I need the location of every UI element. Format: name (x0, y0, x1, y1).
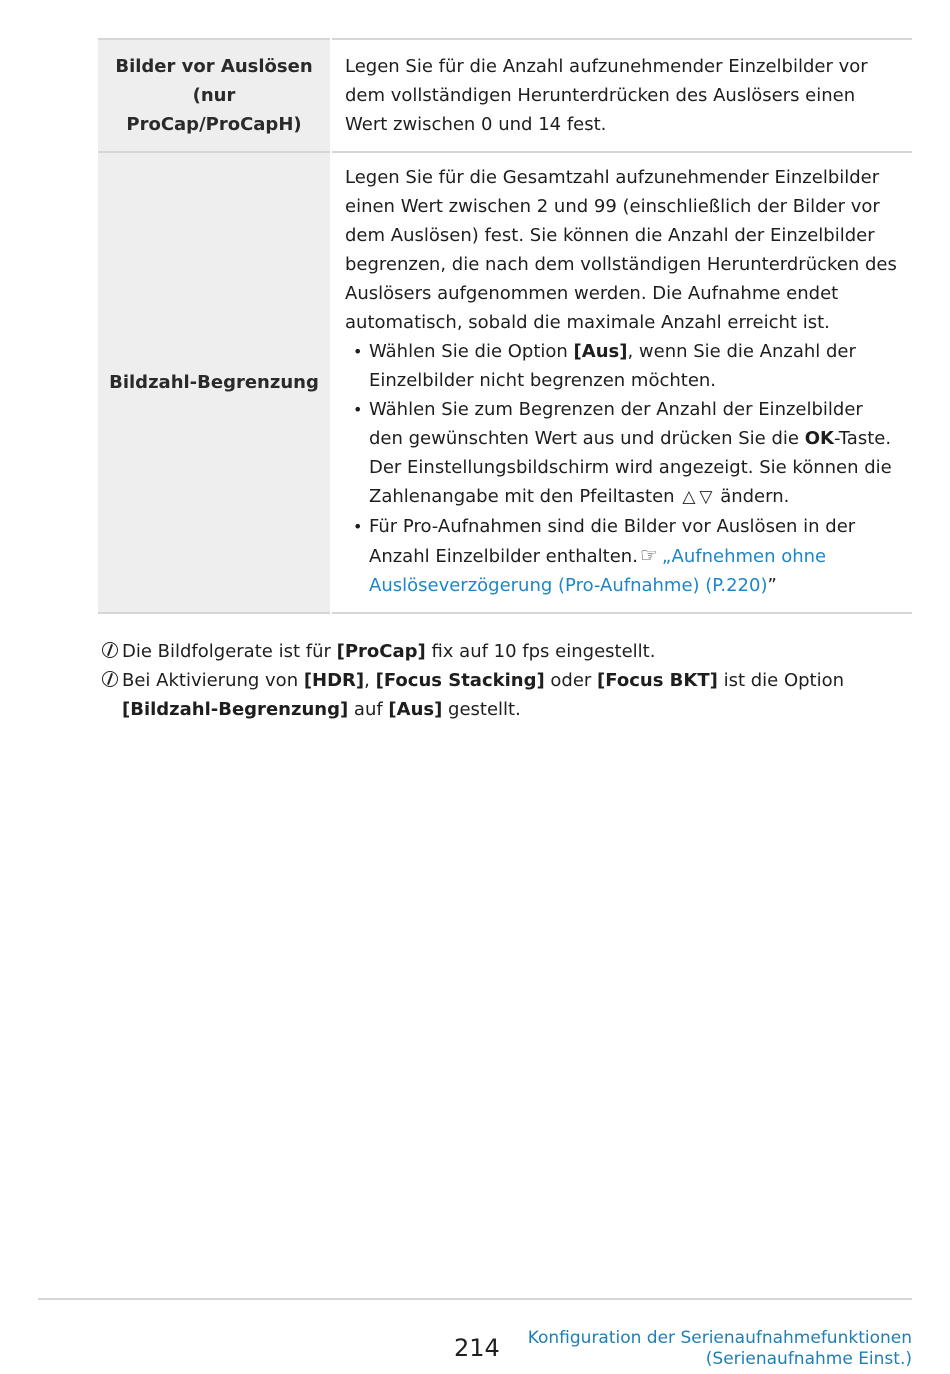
row-label-line1: Bilder vor Auslösen (115, 56, 313, 77)
note-bold-term: [Aus] (388, 699, 443, 720)
table-row (98, 152, 912, 613)
table-row-label (98, 152, 331, 613)
note-bold-term: [Focus Stacking] (375, 670, 545, 691)
page-number: 214 (454, 1334, 500, 1362)
arrow-down-icon: ▽ (699, 487, 713, 507)
bullet-text: Wählen Sie die Option (369, 341, 574, 362)
table-row-label (98, 39, 331, 152)
note-bold-term: [Focus BKT] (597, 670, 718, 691)
footer-section-title[interactable] (528, 1328, 912, 1370)
note-text: auf (348, 699, 389, 720)
bullet-text: ” (767, 575, 777, 596)
note-item (100, 637, 890, 666)
notes-section (100, 637, 890, 724)
ok-button-label: OK (804, 428, 834, 449)
note-bold-term: [Bildzahl-Begrenzung] (122, 699, 349, 720)
reference-hand-icon: ☞ (639, 543, 658, 567)
bullet-item (345, 512, 898, 600)
note-item (100, 666, 890, 724)
arrow-up-icon: △ (682, 487, 696, 507)
bullet-text: -Taste. Der Einstellungsbildschirm wird angezeigt. Sie können die Zahlenangabe mit den Pfeiltasten (369, 428, 892, 507)
bullet-item (345, 337, 898, 395)
row-label: Bildzahl-Begrenzung (109, 372, 319, 393)
note-text: , (364, 670, 376, 691)
note-bold-term: [HDR] (303, 670, 365, 691)
note-text: gestellt. (442, 699, 521, 720)
footer-title-line1: Konfiguration der Serienaufnahmefunktionen (527, 1328, 912, 1348)
bullet-list (345, 337, 898, 600)
note-icon (102, 671, 118, 687)
row-label-line2: (nur ProCap/ProCapH) (126, 85, 302, 135)
bullet-item (345, 395, 898, 512)
bullet-text: Für Pro-Aufnahmen sind die Bilder vor Auslösen in der Anzahl Einzelbilder enthalten. (369, 516, 856, 567)
bullet-text: Wählen Sie zum Begrenzen der Anzahl der Einzelbilder den gewünschten Wert aus und drücken Sie die (369, 399, 863, 449)
cross-reference-link[interactable]: „Aufnehmen ohne Auslöseverzögerung (Pro-Aufnahme) (P.220) (369, 546, 827, 596)
note-text: Die Bildfolgerate ist für (122, 641, 337, 662)
note-text: Bei Aktivierung von (122, 670, 304, 691)
note-text: ist die Option (717, 670, 845, 691)
note-bold-term: [ProCap] (336, 641, 426, 662)
footer-divider (38, 1298, 912, 1300)
bullet-bold-option: [Aus] (573, 341, 628, 362)
row-description (331, 152, 912, 613)
bullet-text: ändern. (714, 486, 790, 507)
bullet-text: , wenn Sie die Anzahl der Einzelbilder nicht begrenzen möchten. (369, 341, 856, 391)
table-row (98, 39, 912, 152)
note-text: oder (544, 670, 598, 691)
row-description-text: Legen Sie für die Anzahl aufzunehmender Einzelbilder vor dem vollständigen Herunterdrücken des Auslösers einen Wert zwischen 0 und 14 fest. (345, 56, 868, 135)
footer-title-line2: (Serienaufnahme Einst.) (705, 1349, 912, 1369)
note-text: fix auf 10 fps eingestellt. (425, 641, 656, 662)
note-icon (102, 642, 118, 658)
row-description-text: Legen Sie für die Gesamtzahl aufzunehmender Einzelbilder einen Wert zwischen 2 und 99 (einschließlich der Bilder vor dem Auslösen) fest. Sie können die Anzahl der Einzelbilder begrenzen, die nach dem vollständigen Herunterdrücken des Auslösers aufgenommen werden. Die Aufnahme endet automatisch, sobald die maximale Anzahl erreicht ist. (345, 167, 897, 333)
row-description (331, 39, 912, 152)
settings-table (98, 38, 912, 614)
